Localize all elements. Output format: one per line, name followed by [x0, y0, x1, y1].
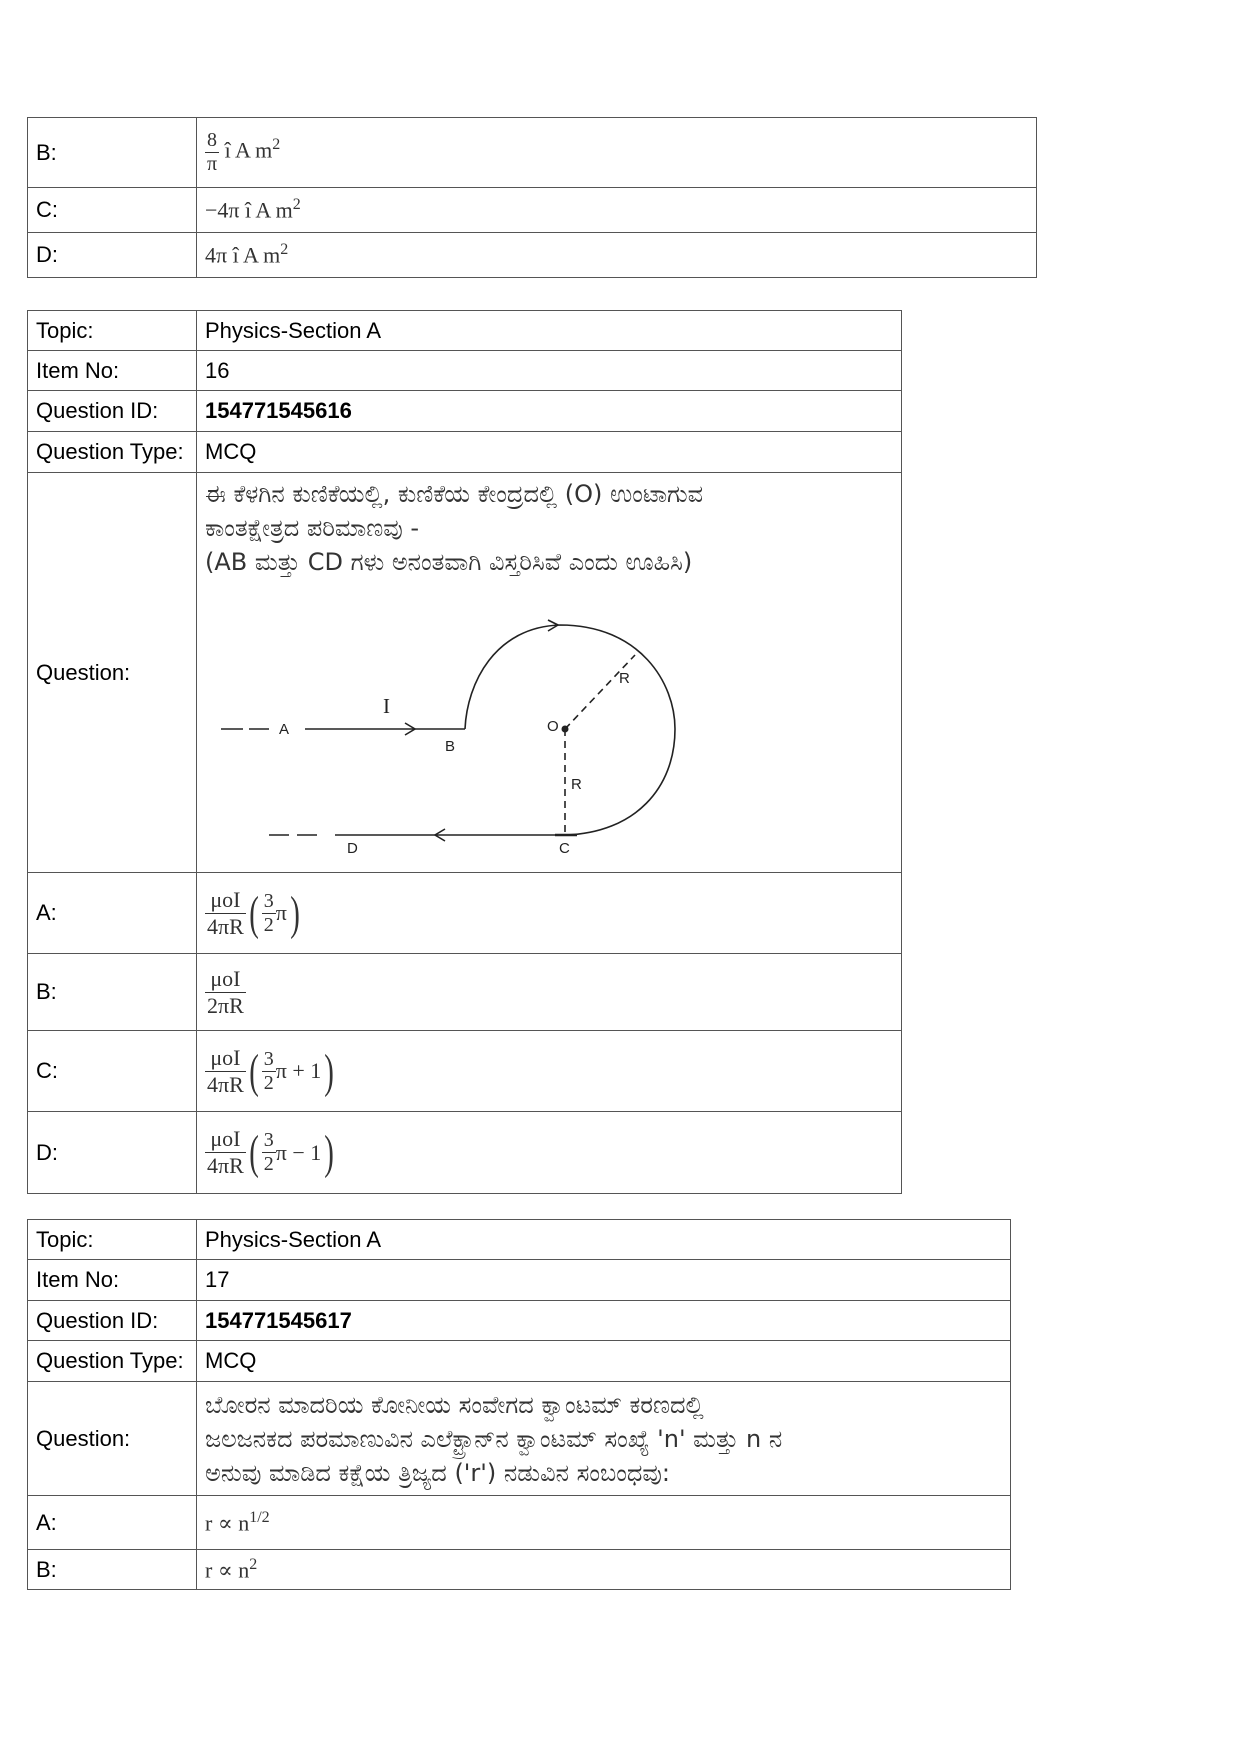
- question-id-value: 154771545616: [197, 391, 902, 432]
- option-label: B:: [28, 954, 197, 1031]
- topic-label: Topic:: [28, 1220, 197, 1260]
- question-body: [197, 473, 902, 873]
- label-d: D: [347, 840, 358, 857]
- option-label: A:: [28, 1496, 197, 1550]
- option-label: A:: [28, 873, 197, 954]
- question-17-table: [27, 1219, 1011, 1590]
- item-no-label: Item No:: [28, 1260, 197, 1301]
- label-o: O: [547, 718, 559, 735]
- option-d-value: 4π î A $m^2$: [197, 233, 1037, 278]
- option-label: D:: [28, 233, 197, 278]
- question-id-value: 154771545617: [197, 1301, 1011, 1341]
- option-label: B:: [28, 1550, 197, 1590]
- question-line: ಜಲಜನಕದ ಪರಮಾಣುವಿನ ಎಲೆಕ್ಟ್ರಾನ್‌ನ ಕ್ವಾಂಟಮ್ ಸಂಖ್ಯೆ 'n' ಮತ್ತು n ನ: [205, 1424, 783, 1453]
- option-d-value: $\frac{\text{μoI}}{4\pi R}$ ( $\frac{3}{2}$ π − 1): [197, 1112, 902, 1194]
- label-r-vertical: R: [571, 776, 582, 793]
- question-label: Question:: [28, 473, 197, 873]
- question-type-label: Question Type:: [28, 1341, 197, 1382]
- question-type-value: MCQ: [197, 1341, 1011, 1382]
- option-label: C:: [28, 1031, 197, 1112]
- option-c-value: −4π î A $m^2$: [197, 188, 1037, 233]
- topic-value: Physics-Section A: [197, 311, 902, 351]
- option-a-value: $r \propto n^{1/2}$: [197, 1496, 1011, 1550]
- label-r-diagonal: R: [619, 670, 630, 687]
- circuit-loop-diagram: [205, 583, 725, 863]
- current-label: I: [383, 694, 390, 718]
- option-c-value: $\frac{\text{μoI}}{4\pi R}$ ( $\frac{3}{2}$ π + 1): [197, 1031, 902, 1112]
- item-no-value: 17: [197, 1260, 1011, 1301]
- question-body: [197, 1382, 1011, 1496]
- label-c: C: [559, 840, 570, 857]
- question-line: (AB ಮತ್ತು CD ಗಳು ಅನಂತವಾಗಿ ವಿಸ್ತರಿಸಿವೆ ಎಂದು ಊಹಿಸಿ): [205, 548, 693, 576]
- question-type-value: MCQ: [197, 432, 902, 473]
- option-b-value: $\frac{8}{\pi}$ î A $m^2$: [197, 118, 1037, 188]
- option-a-value: $\frac{\text{μoI}}{4\pi R}$ ( $\frac{3}{2}$ π): [197, 873, 902, 954]
- question-line: ಕಾಂತಕ್ಷೇತ್ರದ ಪರಿಮಾಣವು -: [205, 514, 420, 542]
- question-16-table: [27, 310, 902, 1194]
- prev-options-table: [27, 117, 1037, 278]
- option-label: C:: [28, 188, 197, 233]
- question-type-label: Question Type:: [28, 432, 197, 473]
- question-label: Question:: [28, 1382, 197, 1496]
- item-no-label: Item No:: [28, 351, 197, 391]
- question-line: ಬೋರನ ಮಾದರಿಯ ಕೋನೀಯ ಸಂವೇಗದ ಕ್ವಾಂಟಮ್ ಕರಣದಲ್ಲಿ: [205, 1390, 704, 1419]
- option-b-value: $\frac{\text{μoI}}{2\pi R}$: [197, 954, 902, 1031]
- question-id-label: Question ID:: [28, 1301, 197, 1341]
- question-line: ಅನುವು ಮಾಡಿದ ಕಕ್ಷೆಯ ತ್ರಿಜ್ಯದ ('r') ನಡುವಿನ ಸಂಬಂಧವು:: [205, 1458, 670, 1487]
- topic-value: Physics-Section A: [197, 1220, 1011, 1260]
- question-id-label: Question ID:: [28, 391, 197, 432]
- option-label: D:: [28, 1112, 197, 1194]
- label-b: B: [445, 738, 456, 755]
- question-line: ಈ ಕೆಳಗಿನ ಕುಣಿಕೆಯಲ್ಲಿ, ಕುಣಿಕೆಯ ಕೇಂದ್ರದಲ್ಲಿ (O) ಉಂಟಾಗುವ: [205, 480, 704, 508]
- option-label: B:: [28, 118, 197, 188]
- label-a: A: [279, 721, 290, 738]
- topic-label: Topic:: [28, 311, 197, 351]
- option-b-value: $r \propto n^2$: [197, 1550, 1011, 1590]
- item-no-value: 16: [197, 351, 902, 391]
